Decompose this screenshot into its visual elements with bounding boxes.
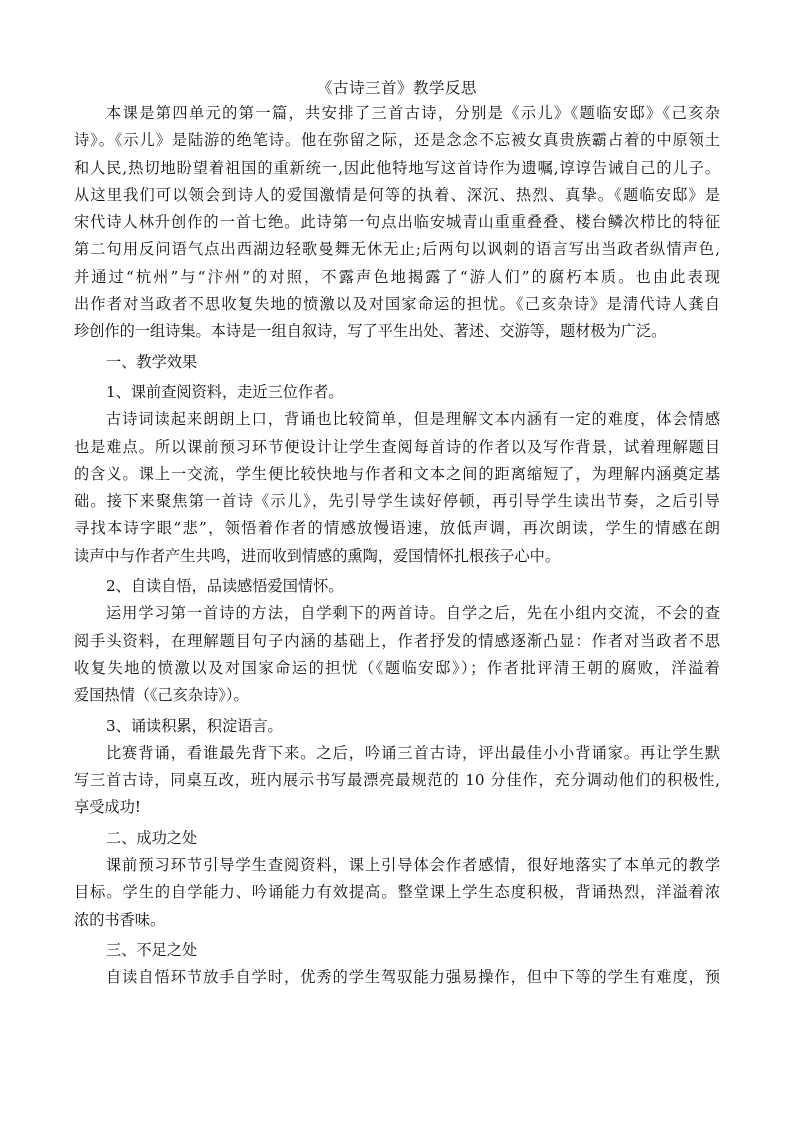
self-study-paragraph bbox=[74, 600, 720, 709]
document-page bbox=[74, 76, 720, 992]
text-line: 写三首古诗，同桌互改，班内展示书写最漂亮最规范的 10 分佳作，充分调动他们的积极性, bbox=[74, 771, 720, 790]
text-line: 珍创作的一组诗集。本诗是一组自叙诗，写了平生出处、著述、交游等，题材极为广泛。 bbox=[74, 322, 667, 341]
text-line: 宋代诗人林升创作的一首七绝。此诗第一句点出临安城青山重重叠叠、楼台鳞次栉比的特征 bbox=[74, 213, 720, 232]
text-line: 本课是第四单元的第一篇，共安排了三首古诗，分别是《示儿》《题临安邸》《己亥杂 bbox=[106, 104, 720, 122]
text-line: 第二句用反问语气点出西湖边轻歌曼舞无休无止;后两句以讽刺的语言写出当政者纵情声色, bbox=[74, 240, 720, 259]
preview-paragraph bbox=[74, 406, 720, 570]
subsection-heading-preview: 1、课前查阅资料，走近三位作者。 bbox=[106, 382, 344, 401]
text-line: 础。接下来聚焦第一首诗《示儿》，先引导学生读好停顿，再引导学生读出节奏，之后引导 bbox=[74, 492, 720, 511]
text-line: 爱国热情（《己亥杂诗》）。 bbox=[74, 686, 249, 705]
text-line: 并通过“杭州”与“汴州”的对照，不露声色地揭露了“游人们”的腐朽本质。也由此表现 bbox=[74, 267, 720, 286]
section-heading-teaching-effect: 一、教学效果 bbox=[106, 352, 198, 371]
text-line: 运用学习第一首诗的方法，自学剩下的两首诗。自学之后，先在小组内交流，不会的查 bbox=[106, 604, 720, 623]
successes-paragraph bbox=[74, 852, 720, 934]
text-line: 比赛背诵，看谁最先背下来。之后，吟诵三首古诗，评出最佳小小背诵家。再让学生默 bbox=[106, 743, 720, 762]
text-line: 寻找本诗字眼“悲”，领悟着作者的情感放慢语速，放低声调，再次朗读，学生的情感在朗 bbox=[74, 519, 720, 538]
text-line: 课前预习环节引导学生查阅资料，课上引导体会作者感情，很好地落实了本单元的教学 bbox=[106, 856, 720, 875]
text-line: 古诗词读起来朗朗上口，背诵也比较简单，但是理解文本内涵有一定的难度，体会情感 bbox=[106, 410, 720, 429]
document-title: 《古诗三首》教学反思 bbox=[316, 79, 477, 97]
text-line: 的含义。课上一交流，学生便比较快地与作者和文本之间的距离缩短了，为理解内涵奠定基 bbox=[74, 464, 720, 483]
text-line: 自读自悟环节放手自学时，优秀的学生驾驭能力强易操作，但中下等的学生有难度，预 bbox=[106, 968, 720, 987]
text-line: 享受成功! bbox=[74, 798, 141, 817]
text-line: 读声中与作者产生共鸣，进而收到情感的熏陶，爱国情怀扎根孩子心中。 bbox=[74, 546, 560, 565]
text-line: 出作者对当政者不思收复失地的愤激以及对国家命运的担忧。《己亥杂诗》是清代诗人龚自 bbox=[74, 295, 720, 314]
text-line: 也是难点。所以课前预习环节便设计让学生查阅每首诗的作者以及写作背景，试着理解题目 bbox=[74, 437, 720, 456]
intro-paragraph bbox=[74, 100, 720, 346]
recitation-paragraph bbox=[74, 740, 720, 822]
subsection-heading-self-study: 2、自读自悟，品读感悟爱国情怀。 bbox=[106, 577, 344, 596]
text-line: 目标。学生的自学能力、吟诵能力有效提高。整堂课上学生态度积极，背诵热烈，洋溢着浓 bbox=[74, 883, 720, 902]
section-heading-shortcomings: 三、不足之处 bbox=[106, 940, 198, 959]
text-line: 阅手头资料，在理解题目句子内涵的基础上，作者抒发的情感逐渐凸显：作者对当政者不思 bbox=[74, 631, 720, 650]
text-line: 和人民,热切地盼望着祖国的重新统一,因此他特地写这首诗作为遗嘱,谆谆告诫自己的儿子。 bbox=[74, 158, 720, 177]
text-line: 从这里我们可以领会到诗人的爱国激情是何等的执着、深沉、热烈、真挚。《题临安邸》是 bbox=[74, 185, 720, 204]
shortcomings-paragraph bbox=[74, 964, 720, 991]
text-line: 收复失地的愤激以及对国家命运的担忧（《题临安邸》）；作者批评清王朝的腐败，洋溢着 bbox=[74, 658, 720, 677]
text-line: 诗》。《示儿》是陆游的绝笔诗。他在弥留之际，还是念念不忘被女真贵族霸占着的中原领土 bbox=[74, 131, 720, 150]
section-heading-successes: 二、成功之处 bbox=[106, 828, 198, 847]
subsection-heading-recitation: 3、诵读积累，积淀语言。 bbox=[106, 716, 283, 735]
text-line: 浓的书香味。 bbox=[74, 910, 166, 929]
